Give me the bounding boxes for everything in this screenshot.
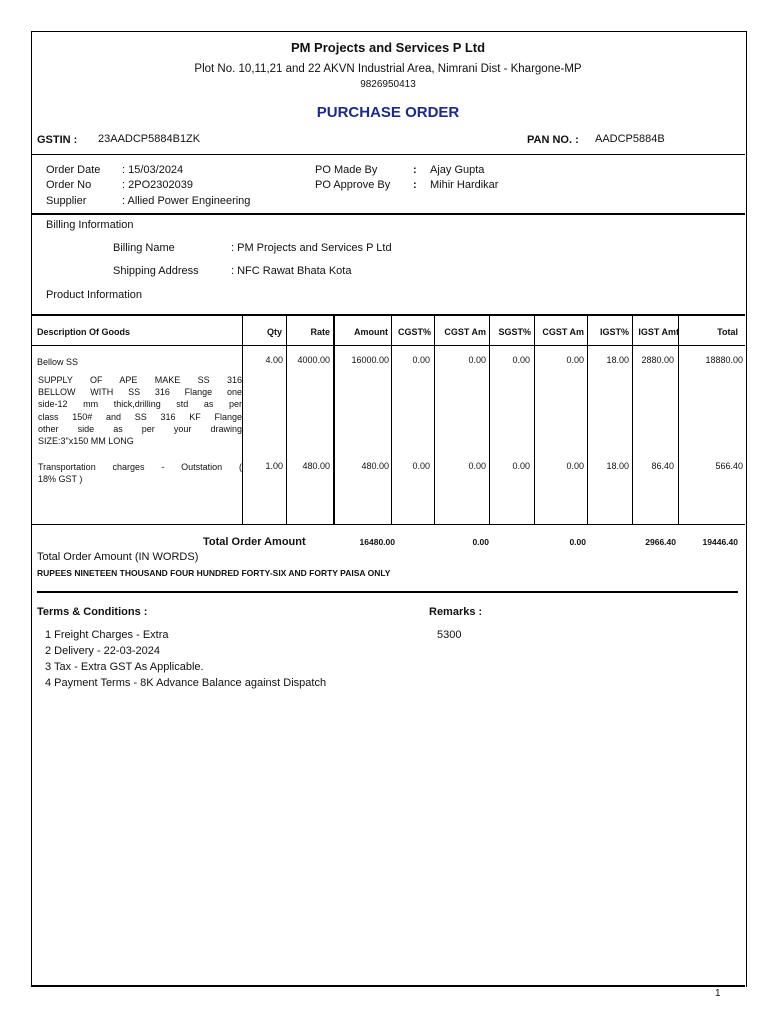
product-section-label: Product Information (46, 289, 142, 301)
bottom-rule (31, 985, 745, 987)
billing-section-label: Billing Information (46, 219, 134, 231)
supplier-value: : Allied Power Engineering (122, 195, 251, 207)
col-divider-cgst-pct (391, 315, 392, 525)
th-amount: Amount (354, 327, 388, 337)
col-divider-sgst-pct (489, 315, 490, 525)
shipping-address-value: : NFC Rawat Bhata Kota (231, 265, 352, 277)
pan-value: AADCP5884B (595, 133, 665, 145)
po-made-by-label: PO Made By (315, 164, 378, 176)
company-phone: 9826950413 (360, 79, 416, 90)
total-cgst: 0.00 (472, 537, 489, 547)
th-sgst-amt: CGST Am (542, 327, 584, 337)
th-total: Total (717, 327, 738, 337)
row1-desc-line: BELLOW WITH SS 316 Flange one (38, 387, 242, 398)
order-no-value: : 2PO2302039 (122, 179, 193, 191)
po-approve-label: PO Approve By (315, 179, 391, 191)
gstin-value: 23AADCP5884B1ZK (98, 133, 201, 145)
col-divider-sgst-amt (534, 315, 535, 525)
row1-desc-line: side-12 mm thick,drilling std as per (38, 399, 242, 410)
row2-sgst-amt: 0.00 (566, 461, 584, 471)
company-address: Plot No. 10,11,21 and 22 AKVN Industrial Area, Nimrani Dist - Khargone-MP (194, 63, 582, 75)
row2-cgst-amt: 0.00 (468, 461, 486, 471)
col-divider-rate (286, 315, 287, 525)
po-approve-colon: : (413, 179, 417, 191)
divider-header (31, 154, 745, 155)
remarks-title: Remarks : (429, 606, 483, 618)
col-divider-igst-amt (632, 315, 633, 525)
row2-total: 566.40 (715, 461, 743, 471)
document-title: PURCHASE ORDER (316, 104, 460, 121)
po-made-by-colon: : (413, 164, 417, 176)
row1-desc-line: other side as per your drawing (38, 423, 242, 434)
row2-desc-line: Transportation charges - Outstation ( (38, 462, 242, 472)
order-date-label: Order Date (46, 164, 101, 176)
row2-qty: 1.00 (265, 461, 283, 471)
amount-in-words-value: RUPEES NINETEEN THOUSAND FOUR HUNDRED FORTY-SIX AND FORTY PAISA ONLY (37, 568, 391, 578)
total-amount: 16480.00 (359, 537, 395, 547)
grand-total: 19446.40 (702, 537, 738, 547)
th-qty: Qty (266, 327, 282, 337)
col-divider-qty (242, 315, 243, 525)
row1-desc-line: SIZE:3"x150 MM LONG (38, 436, 134, 447)
row2-rate: 480.00 (302, 461, 330, 471)
shipping-address-label: Shipping Address (113, 265, 199, 277)
amount-in-words-label: Total Order Amount (IN WORDS) (37, 551, 199, 563)
divider-order (31, 213, 745, 215)
divider-terms (37, 591, 738, 593)
terms-item: 2 Delivery - 22-03-2024 (45, 645, 160, 657)
th-sgst-pct: SGST% (498, 327, 531, 337)
remarks-value: 5300 (437, 629, 462, 641)
row1-desc-line: class 150# and SS 316 KF Flange (38, 411, 242, 422)
row1-cgst-pct: 0.00 (412, 355, 430, 365)
col-divider-total (678, 315, 679, 525)
row2-desc-line: 18% GST ) (38, 474, 83, 485)
supplier-label: Supplier (46, 195, 87, 207)
pan-label: PAN NO. : (527, 134, 579, 146)
row1-desc-line: SUPPLY OF APE MAKE SS 316 (38, 375, 242, 385)
table-header-rule (31, 345, 745, 346)
row1-rate: 4000.00 (297, 355, 330, 365)
row2-igst-pct: 18.00 (606, 461, 629, 471)
col-divider-cgst-amt (434, 315, 435, 525)
order-date-value: : 15/03/2024 (122, 164, 184, 176)
row2-description (38, 461, 242, 485)
th-igst-pct: IGST% (599, 327, 629, 337)
gstin-label: GSTIN : (37, 134, 78, 146)
row1-sgst-pct: 0.00 (512, 355, 530, 365)
table-bottom-rule (31, 524, 745, 525)
terms-item: 4 Payment Terms - 8K Advance Balance against Dispatch (45, 677, 327, 689)
row1-igst-amt: 2880.00 (641, 355, 674, 365)
col-divider-igst-pct (587, 315, 588, 525)
row1-cgst-amt: 0.00 (468, 355, 486, 365)
total-igst: 2966.40 (645, 537, 676, 547)
row2-amount: 480.00 (361, 461, 389, 471)
th-rate: Rate (310, 327, 330, 337)
col-divider-amount (333, 315, 335, 525)
row1-description (38, 374, 242, 447)
total-order-label: Total Order Amount (203, 536, 306, 548)
total-sgst: 0.00 (569, 537, 586, 547)
row1-title: Bellow SS (37, 357, 79, 367)
th-cgst-amt: CGST Am (444, 327, 486, 337)
row2-igst-amt: 86.40 (651, 461, 674, 471)
billing-name-value: : PM Projects and Services P Ltd (231, 242, 392, 254)
th-igst-amt: IGST Amt (638, 327, 679, 337)
billing-name-label: Billing Name (113, 242, 175, 254)
po-made-by-value: Ajay Gupta (430, 164, 485, 176)
page-number: 1 (715, 988, 721, 999)
table-top-rule (31, 314, 745, 316)
terms-title: Terms & Conditions : (37, 606, 148, 618)
row1-total: 18880.00 (705, 355, 743, 365)
row1-qty: 4.00 (265, 355, 283, 365)
row2-sgst-pct: 0.00 (512, 461, 530, 471)
row2-cgst-pct: 0.00 (412, 461, 430, 471)
th-description: Description Of Goods (37, 327, 131, 337)
order-no-label: Order No (46, 179, 92, 191)
row1-sgst-amt: 0.00 (566, 355, 584, 365)
terms-item: 1 Freight Charges - Extra (45, 629, 169, 641)
terms-item: 3 Tax - Extra GST As Applicable. (45, 661, 204, 673)
company-name: PM Projects and Services P Ltd (290, 40, 486, 55)
row1-amount: 16000.00 (351, 355, 389, 365)
row1-igst-pct: 18.00 (606, 355, 629, 365)
th-cgst-pct: CGST% (397, 327, 431, 337)
po-approve-value: Mihir Hardikar (430, 179, 499, 191)
